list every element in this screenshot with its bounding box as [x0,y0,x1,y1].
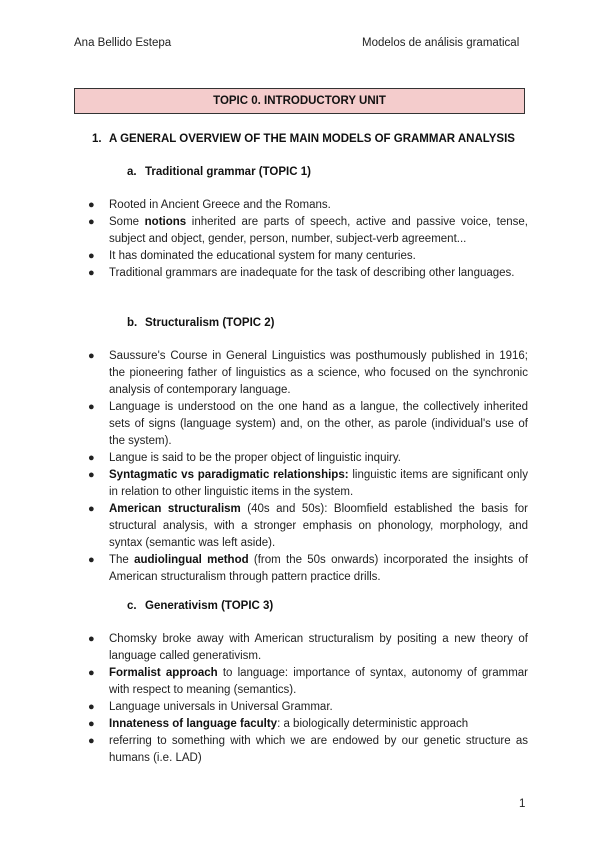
list-item [0,248,600,265]
subheading-traditional [127,166,311,178]
item-text: Language universals in Universal Grammar. [109,701,333,713]
list-item [0,552,600,586]
bullet-icon: ● [88,267,95,279]
item-bold-text: Formalist approach [109,667,218,679]
list-item [0,265,600,282]
list-generativism [0,631,600,767]
subheading-letter: b. [127,317,138,329]
section-title: A GENERAL OVERVIEW OF THE MAIN MODELS OF GRAMMAR ANALYSIS [109,133,515,145]
list-item [0,197,600,214]
item-text-after: inherited are parts of speech, active and passive voice, tense, subject and object, gender, person, number, subject-verb agreement... [109,216,528,245]
bullet-icon: ● [88,401,95,413]
bullet-icon: ● [88,503,95,515]
bullet-icon: ● [88,469,95,481]
subheading-generativism [127,600,273,612]
item-text-after: (from the 50s onwards) incorporated the insights of American structuralism through pattern practice drills. [109,554,528,583]
item-bold-text: notions [144,216,187,228]
subheading-letter: c. [127,600,137,612]
page-number: 1 [519,798,526,810]
bullet-icon: ● [88,452,95,464]
bullet-icon: ● [88,701,95,713]
item-text: Language is understood on the one hand as a langue, the collectively inherited sets of signs (language system) and, on the other, as parole (individual's use of the system). [109,401,528,447]
item-text-after: linguistic items are significant only in relation to other linguistic items in the system. [109,469,528,498]
item-text-after: : a biologically deterministic approach [277,718,469,730]
item-bold-text: audiolingual method [134,554,249,566]
item-text-after: (40s and 50s): Bloomfield established the basis for structural analysis, with a stronger emphasis on phonology, morphology, and syntax (semantic was left aside). [109,503,529,549]
bullet-icon: ● [88,667,95,679]
subheading-title: Structuralism (TOPIC 2) [145,317,275,329]
item-text: Some [109,216,145,228]
section-number: 1. [92,133,102,145]
bullet-icon: ● [88,250,95,262]
bullet-icon: ● [88,199,95,211]
header-author: Ana Bellido Estepa [74,37,172,49]
list-traditional [0,197,600,282]
item-text: Rooted in Ancient Greece and the Romans. [109,199,331,211]
list-item [0,348,600,399]
subheading-title: Traditional grammar (TOPIC 1) [145,166,311,178]
title-text: TOPIC 0. INTRODUCTORY UNIT [213,95,386,107]
bullet-icon: ● [88,633,95,645]
item-bold-text: Syntagmatic vs paradigmatic relationships: [109,469,349,481]
item-text: Langue is said to be the proper object of linguistic inquiry. [109,452,401,464]
list-structuralism [0,348,600,586]
item-text: Traditional grammars are inadequate for the task of describing other languages. [109,267,515,279]
item-text: referring to something with which we are endowed by our genetic structure as humans (i.e. LAD) [109,735,528,764]
list-item [0,699,600,716]
list-item [0,467,600,501]
list-item [0,501,600,552]
list-item [0,733,600,767]
bullet-icon: ● [88,350,95,362]
bullet-icon: ● [88,216,95,228]
list-item [0,214,600,248]
list-item [0,450,600,467]
item-text: It has dominated the educational system for many centuries. [109,250,416,262]
list-item [0,399,600,450]
item-bold-text: American structuralism [109,503,241,515]
item-text: Chomsky broke away with American structuralism by positing a new theory of language called generativism. [109,633,528,662]
item-text-after: to language: importance of syntax, autonomy of grammar with respect to meaning (semantics). [109,667,529,696]
item-bold-text: Innateness of language faculty [109,718,278,730]
list-item [0,716,600,733]
header-course: Modelos de análisis gramatical [362,37,520,49]
item-text: The [109,554,135,566]
subheading-structuralism [127,317,275,329]
bullet-icon: ● [88,554,95,566]
list-item [0,665,600,699]
bullet-icon: ● [88,735,95,747]
list-item [0,631,600,665]
section-heading [92,133,515,145]
subheading-title: Generativism (TOPIC 3) [145,600,274,612]
title-banner [74,88,525,114]
subheading-letter: a. [127,166,137,178]
item-text: Saussure's Course in General Linguistics was posthumously published in 1916; the pioneering father of linguistics as a science, who focused on the synchronic analysis of contemporary language. [109,350,528,396]
bullet-icon: ● [88,718,95,730]
